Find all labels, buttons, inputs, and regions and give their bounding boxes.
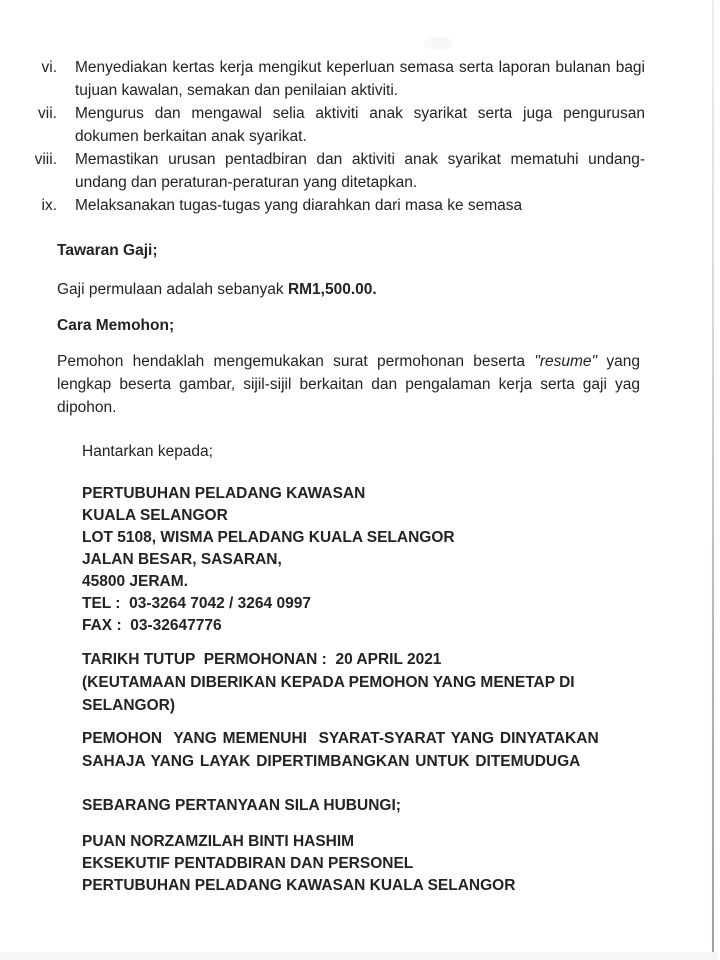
salary-line — [57, 278, 720, 301]
duty-text: Mengurus dan mengawal selia aktiviti anak syarikat serta juga pengurusan dokumen berkaitan anak syarikat. — [75, 105, 645, 145]
duty-number: ix. — [41, 197, 57, 214]
contact-person-name: PUAN NORZAMZILAH BINTI HASHIM — [82, 833, 355, 850]
duty-text: Menyediakan kertas kerja mengikut keperluan semasa serta laporan bulanan bagi tujuan kawalan, semakan dan penilaian aktiviti. — [75, 59, 645, 99]
address-line-lot: LOT 5108, WISMA PELADANG KUALA SELANGOR — [82, 529, 455, 546]
contact-person-block — [82, 831, 720, 897]
closing-date-line: TARIKH TUTUP PERMOHONAN : 20 APRIL 2021 — [82, 651, 442, 668]
apply-text-before: Pemohon hendaklah mengemukakan surat permohonan beserta — [57, 353, 535, 370]
closing-date-block — [82, 648, 627, 717]
contact-person-organisation: PERTUBUHAN PELADANG KAWASAN KUALA SELANGOR — [82, 877, 516, 894]
duties-list — [0, 56, 720, 217]
address-line-tel: TEL : 03-3264 7042 / 3264 0997 — [82, 595, 311, 612]
address-line-district: KUALA SELANGOR — [82, 507, 228, 524]
scan-bottom-strip — [0, 952, 718, 960]
recipient-address-block — [82, 483, 720, 637]
duty-item — [0, 56, 720, 102]
address-line-postcode: 45800 JERAM. — [82, 573, 188, 590]
scan-edge-line — [712, 0, 714, 960]
contact-person-title: EKSEKUTIF PENTADBIRAN DAN PERSONEL — [82, 855, 414, 872]
duty-item — [0, 148, 720, 194]
scan-smudge — [424, 37, 452, 49]
duty-text: Memastikan urusan pentadbiran dan aktiviti anak syarikat mematuhi undang-undang dan peraturan-peraturan yang ditetapkan. — [75, 151, 645, 191]
address-line-organisation: PERTUBUHAN PELADANG KAWASAN — [82, 485, 366, 502]
duty-number: viii. — [34, 151, 57, 168]
apply-text-after: yang lengkap beserta gambar, sijil-sijil berkaitan dan pengalaman kerja serta gaji yag dipohon. — [57, 353, 640, 416]
duty-number: vii. — [38, 105, 57, 122]
resume-italic-text: "resume" — [534, 353, 598, 370]
address-line-street: JALAN BESAR, SASARAN, — [82, 551, 282, 568]
salary-section-heading: Tawaran Gaji; — [57, 242, 158, 259]
duty-item — [0, 102, 720, 148]
apply-paragraph — [57, 350, 640, 419]
eligibility-note: PEMOHON YANG MEMENUHI SYARAT-SYARAT YANG DINYATAKAN SAHAJA YANG LAYAK DIPERTIMBANGKAN UNTUK DITEMUDUGA — [82, 730, 605, 770]
duty-number: vi. — [41, 59, 57, 76]
closing-priority-note: (KEUTAMAAN DIBERIKAN KEPADA PEMOHON YANG MENETAP DI SELANGOR) — [82, 674, 575, 714]
apply-section-heading: Cara Memohon; — [57, 317, 175, 334]
duty-text: Melaksanakan tugas-tugas yang diarahkan dari masa ke semasa — [75, 197, 523, 214]
salary-intro-text: Gaji permulaan adalah sebanyak — [57, 281, 288, 298]
address-line-fax: FAX : 03-32647776 — [82, 617, 222, 634]
send-to-label: Hantarkan kepada; — [82, 443, 213, 460]
salary-amount: RM1,500.00. — [287, 281, 377, 298]
duty-item — [0, 194, 720, 217]
enquiry-heading: SEBARANG PERTANYAAN SILA HUBUNGI; — [82, 797, 401, 814]
